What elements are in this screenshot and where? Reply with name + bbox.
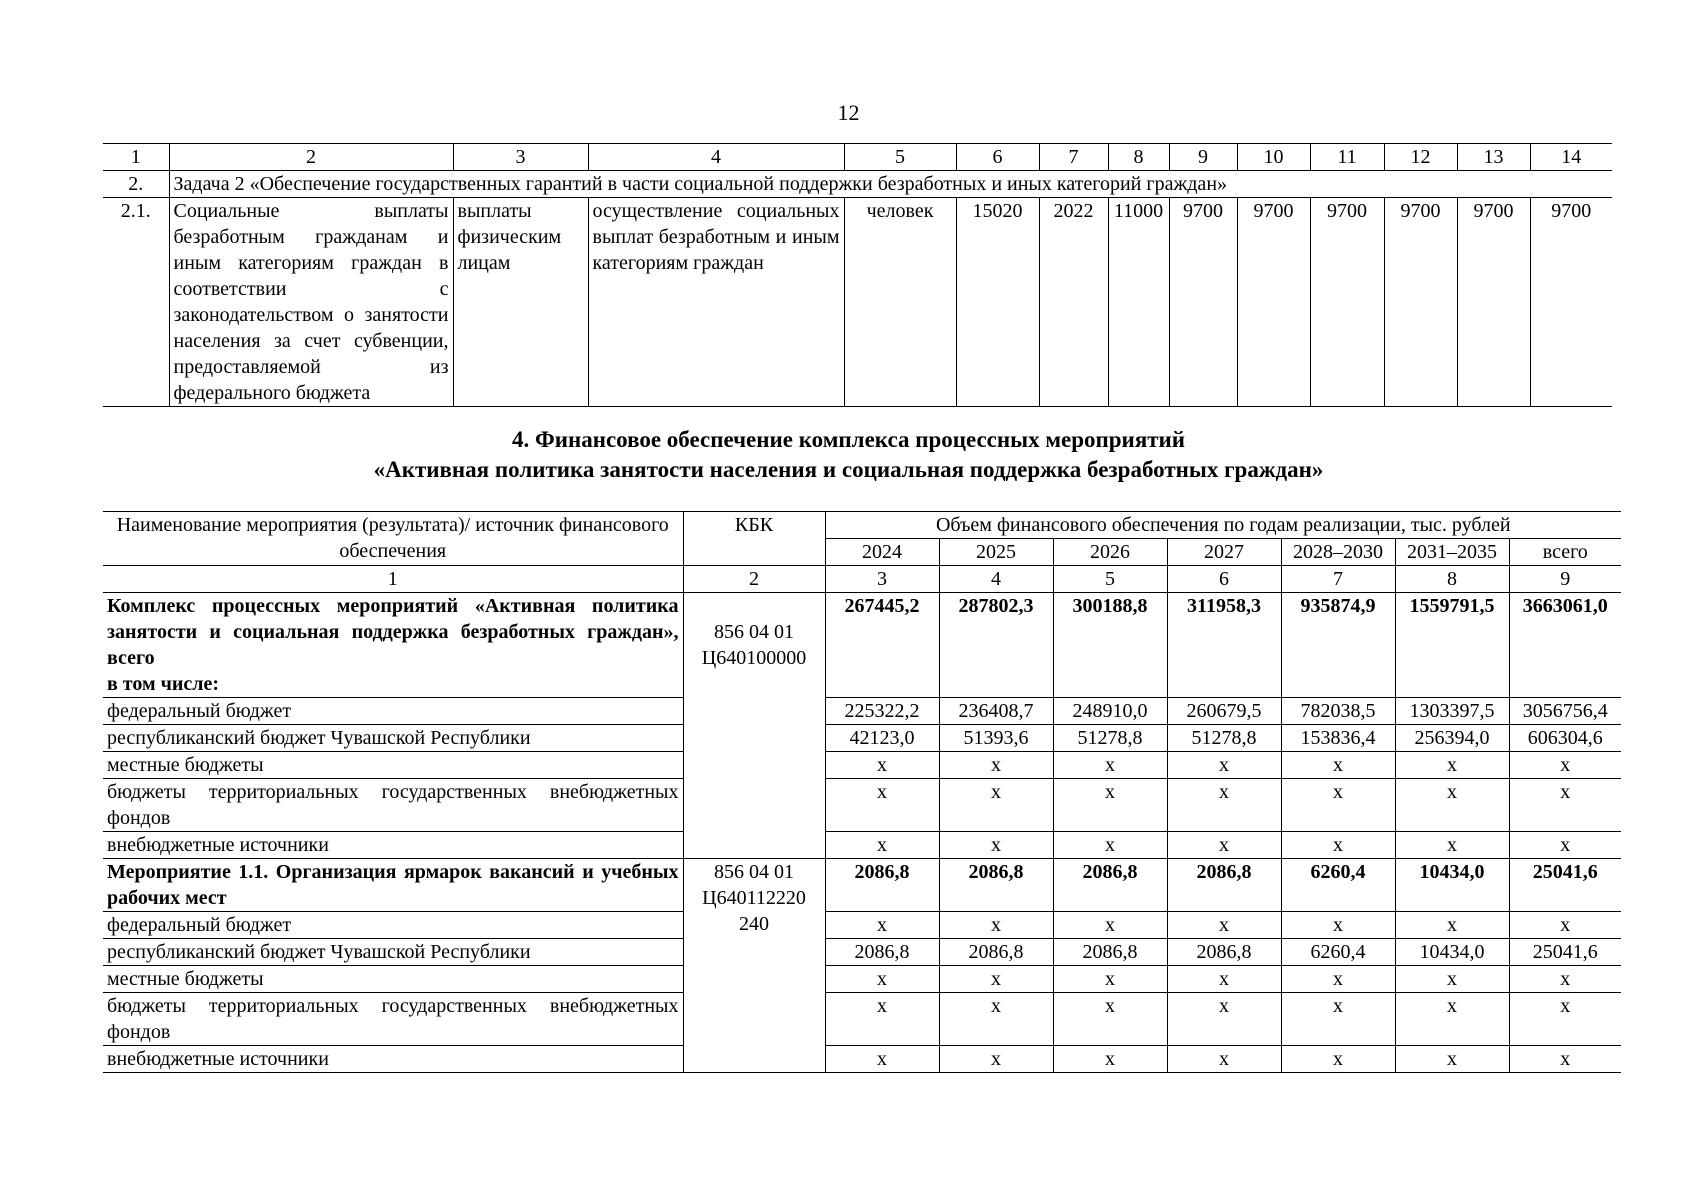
year-header: 2027 (1167, 539, 1281, 566)
source-value: х (825, 1046, 939, 1073)
task-text: Задача 2 «Обеспечение государственных гарантий в части социальной поддержки безработных и иных категорий граждан» (169, 171, 1612, 198)
source-label: федеральный бюджет (103, 912, 683, 939)
event-total-value: 2086,8 (825, 859, 939, 912)
source-value: х (1395, 912, 1509, 939)
section-heading-line2: «Активная политика занятости населения и социальная поддержка безработных граждан» (373, 457, 1324, 482)
row-value: 9700 (1384, 198, 1457, 407)
row-value: 15020 (956, 198, 1039, 407)
source-value: 10434,0 (1395, 939, 1509, 966)
source-value: х (1509, 912, 1621, 939)
source-value: х (1167, 1046, 1281, 1073)
source-value: 606304,6 (1509, 725, 1621, 752)
source-value: х (939, 1046, 1053, 1073)
column-number: 14 (1530, 144, 1612, 171)
source-row (103, 912, 1621, 939)
task-number: 2. (103, 171, 169, 198)
source-value: 42123,0 (825, 725, 939, 752)
header-row-1 (103, 512, 1621, 539)
source-value: 260679,5 (1167, 698, 1281, 725)
column-number: 10 (1237, 144, 1310, 171)
source-value: х (1281, 966, 1395, 993)
complex-total-value: 1559791,5 (1395, 593, 1509, 698)
source-value: х (939, 832, 1053, 859)
source-value: х (939, 752, 1053, 779)
source-label: внебюджетные источники (103, 832, 683, 859)
source-value: х (1167, 912, 1281, 939)
row-name: Социальные выплаты безработным гражданам и иным категориям граждан в соответствии с законодательством о занятости населения за счет субвенции, предоставляемой из федерального бюджета (169, 198, 453, 407)
page-number: 12 (837, 100, 860, 125)
complex-kbk: 856 04 01 Ц640100000 (683, 593, 825, 859)
source-value: 51278,8 (1167, 725, 1281, 752)
column-number: 5 (1053, 566, 1167, 593)
complex-total-value: 300188,8 (1053, 593, 1167, 698)
column-number: 11 (1310, 144, 1384, 171)
source-label: бюджеты территориальных государственных внебюджетных фондов (103, 779, 683, 832)
source-value: х (1509, 993, 1621, 1046)
source-value: х (1053, 993, 1167, 1046)
source-value: х (1509, 966, 1621, 993)
column-number: 5 (844, 144, 956, 171)
source-value: 1303397,5 (1395, 698, 1509, 725)
column-numbers-row (103, 144, 1612, 171)
column-number: 13 (1457, 144, 1530, 171)
source-value: х (1281, 993, 1395, 1046)
source-label: бюджеты территориальных государственных внебюджетных фондов (103, 993, 683, 1046)
source-value: х (825, 966, 939, 993)
source-value: х (1053, 779, 1167, 832)
source-value: 2086,8 (825, 939, 939, 966)
column-number: 2 (169, 144, 453, 171)
source-value: 225322,2 (825, 698, 939, 725)
event-title-cell (103, 859, 683, 912)
source-label: внебюджетные источники (103, 1046, 683, 1073)
column-number: 1 (103, 144, 169, 171)
task-row (103, 171, 1612, 198)
row-description: осуществление социальных выплат безработным и иным категориям граждан (588, 198, 844, 407)
event-total-row (103, 859, 1621, 912)
source-value: х (1395, 832, 1509, 859)
event-total-value: 2086,8 (1167, 859, 1281, 912)
column-number: 3 (453, 144, 588, 171)
complex-total-value: 267445,2 (825, 593, 939, 698)
year-header: 2028–2030 (1281, 539, 1395, 566)
source-row (103, 832, 1621, 859)
source-value: х (1509, 1046, 1621, 1073)
event-total-value: 2086,8 (1053, 859, 1167, 912)
column-number: 9 (1169, 144, 1237, 171)
year-header: 2024 (825, 539, 939, 566)
row-value: 9700 (1310, 198, 1384, 407)
source-value: х (1395, 993, 1509, 1046)
year-header: всего (1509, 539, 1621, 566)
source-value: х (939, 966, 1053, 993)
source-value: 248910,0 (1053, 698, 1167, 725)
source-label: местные бюджеты (103, 752, 683, 779)
column-number: 12 (1384, 144, 1457, 171)
source-value: х (1053, 1046, 1167, 1073)
complex-total-row (103, 593, 1621, 698)
header-volume: Объем финансового обеспечения по годам реализации, тыс. рублей (825, 512, 1621, 539)
source-label: местные бюджеты (103, 966, 683, 993)
source-row (103, 779, 1621, 832)
source-value: х (1281, 752, 1395, 779)
source-value: х (825, 779, 939, 832)
column-number: 3 (825, 566, 939, 593)
source-value: х (825, 832, 939, 859)
source-value: х (1509, 832, 1621, 859)
event-kbk: 856 04 01 Ц640112220 240 (683, 859, 825, 1073)
source-value: 153836,4 (1281, 725, 1395, 752)
source-value: х (1053, 912, 1167, 939)
row-unit: человек (844, 198, 956, 407)
row-value: 9700 (1457, 198, 1530, 407)
row-value: 2022 (1039, 198, 1108, 407)
column-number: 2 (683, 566, 825, 593)
source-value: х (825, 993, 939, 1046)
source-value: 2086,8 (939, 939, 1053, 966)
source-value: х (1167, 779, 1281, 832)
column-numbers-row (103, 566, 1621, 593)
source-value: х (1509, 779, 1621, 832)
source-value: 256394,0 (1395, 725, 1509, 752)
year-header: 2026 (1053, 539, 1167, 566)
column-number: 6 (956, 144, 1039, 171)
source-value: 51278,8 (1053, 725, 1167, 752)
source-value: х (1281, 832, 1395, 859)
row-type: выплаты физическим лицам (453, 198, 588, 407)
row-number: 2.1. (103, 198, 169, 407)
event-title: Мероприятие 1.1. Организация ярмарок вакансий и учебных рабочих мест (107, 861, 679, 909)
source-value: х (1395, 966, 1509, 993)
source-value: х (1281, 779, 1395, 832)
source-value: 236408,7 (939, 698, 1053, 725)
complex-title: Комплекс процессных мероприятий «Активная политика занятости и социальная поддержка безработных граждан», всего (107, 595, 679, 669)
source-value: 3056756,4 (1509, 698, 1621, 725)
source-value: 2086,8 (1053, 939, 1167, 966)
source-label: республиканский бюджет Чувашской Республики (103, 725, 683, 752)
source-value: 782038,5 (1281, 698, 1395, 725)
source-value: х (1167, 752, 1281, 779)
complex-title-cell (103, 593, 683, 698)
source-value: х (1395, 779, 1509, 832)
source-row (103, 966, 1621, 993)
source-value: х (1167, 993, 1281, 1046)
source-value: х (1167, 966, 1281, 993)
column-number: 1 (103, 566, 683, 593)
source-value: 2086,8 (1167, 939, 1281, 966)
source-row (103, 993, 1621, 1046)
source-value: х (1395, 752, 1509, 779)
column-number: 4 (939, 566, 1053, 593)
column-number: 7 (1039, 144, 1108, 171)
row-value: 9700 (1237, 198, 1310, 407)
source-value: х (1167, 832, 1281, 859)
row-value: 11000 (1108, 198, 1169, 407)
row-value: 9700 (1530, 198, 1612, 407)
source-value: х (1281, 1046, 1395, 1073)
indicator-row (103, 198, 1612, 407)
source-label: федеральный бюджет (103, 698, 683, 725)
event-total-value: 6260,4 (1281, 859, 1395, 912)
section-heading-line1: 4. Финансовое обеспечение комплекса процессных мероприятий (511, 427, 1186, 452)
row-value: 9700 (1169, 198, 1237, 407)
year-header: 2031–2035 (1395, 539, 1509, 566)
source-value: 51393,6 (939, 725, 1053, 752)
source-value: х (939, 993, 1053, 1046)
column-number: 4 (588, 144, 844, 171)
column-number: 6 (1167, 566, 1281, 593)
source-value: х (1509, 752, 1621, 779)
column-number: 7 (1281, 566, 1395, 593)
source-value: х (1281, 912, 1395, 939)
source-row (103, 939, 1621, 966)
source-value: х (825, 912, 939, 939)
source-value: х (825, 752, 939, 779)
complex-total-value: 311958,3 (1167, 593, 1281, 698)
source-row (103, 698, 1621, 725)
source-value: 25041,6 (1509, 939, 1621, 966)
source-value: 6260,4 (1281, 939, 1395, 966)
source-value: х (1053, 966, 1167, 993)
financing-table (103, 511, 1621, 1073)
source-value: х (939, 912, 1053, 939)
event-total-value: 2086,8 (939, 859, 1053, 912)
source-value: х (1053, 832, 1167, 859)
column-number: 8 (1108, 144, 1169, 171)
complex-total-value: 3663061,0 (1509, 593, 1621, 698)
source-value: х (1053, 752, 1167, 779)
source-row (103, 725, 1621, 752)
source-value: х (1395, 1046, 1509, 1073)
column-number: 9 (1509, 566, 1621, 593)
header-kbk: КБК (683, 512, 825, 566)
event-total-value: 25041,6 (1509, 859, 1621, 912)
header-name: Наименование мероприятия (результата)/ источник финансового обеспечения (103, 512, 683, 566)
source-label: республиканский бюджет Чувашской Республики (103, 939, 683, 966)
indicators-table (103, 143, 1612, 407)
source-row (103, 752, 1621, 779)
source-value: х (939, 779, 1053, 832)
in-total-label: в том числе: (107, 673, 220, 695)
source-row (103, 1046, 1621, 1073)
column-number: 8 (1395, 566, 1509, 593)
complex-total-value: 935874,9 (1281, 593, 1395, 698)
year-header: 2025 (939, 539, 1053, 566)
complex-total-value: 287802,3 (939, 593, 1053, 698)
event-total-value: 10434,0 (1395, 859, 1509, 912)
